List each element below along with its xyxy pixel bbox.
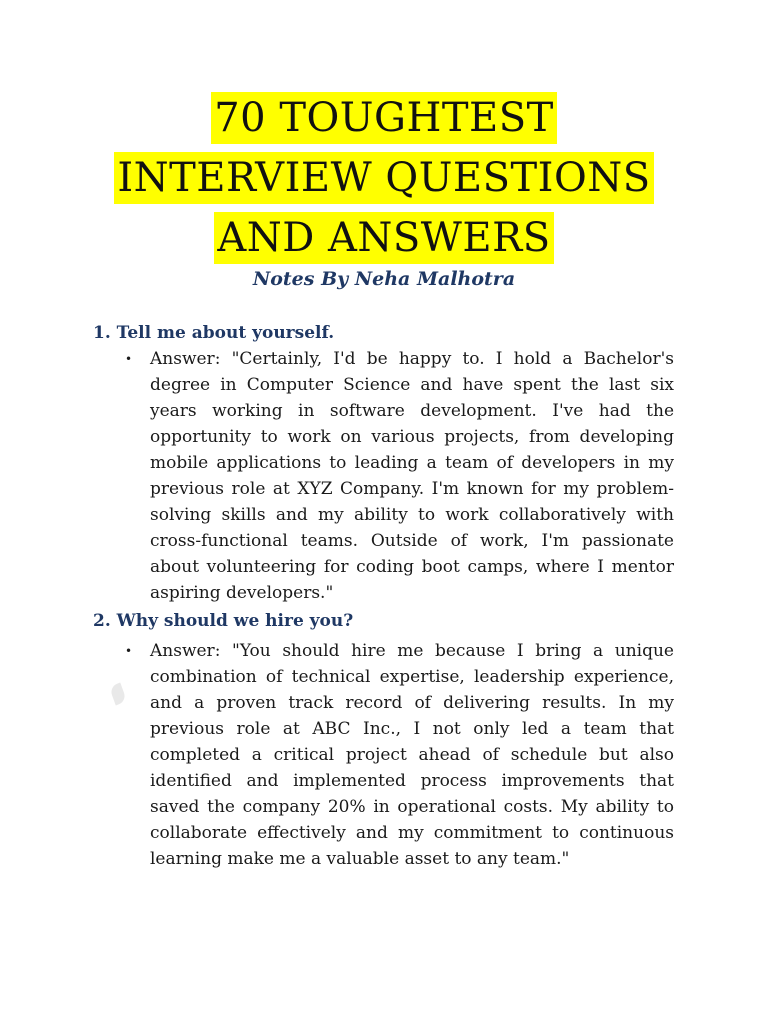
title-line-2 bbox=[0, 152, 768, 204]
title-text-1: 70 TOUGHTEST bbox=[211, 92, 557, 144]
author-subtitle: Notes By Neha Malhotra bbox=[252, 268, 516, 290]
faint-watermark-mark bbox=[109, 683, 127, 706]
question-1: 1. Tell me about yourself. bbox=[93, 323, 335, 343]
answer-1 bbox=[125, 346, 674, 606]
title-text-3: AND ANSWERS bbox=[214, 212, 553, 264]
question-2: 2. Why should we hire you? bbox=[93, 611, 354, 631]
answer-2 bbox=[125, 638, 674, 872]
bullet-icon: • bbox=[125, 352, 133, 366]
bullet-icon: • bbox=[125, 644, 133, 658]
title-text-2: INTERVIEW QUESTIONS bbox=[114, 152, 653, 204]
answer-2-text: Answer: "You should hire me because I bring a unique combination of technical expertise, leadership experience, and a proven track record of delivering results. In my previous role at ABC Inc., I not only led a team that completed a critical project ahead of schedule but also identified and implemented process improvements that saved the company 20% in operational costs. My ability to collaborate effectively and my commitment to continuous learning make me a valuable asset to any team." bbox=[150, 641, 674, 869]
answer-1-text: Answer: "Certainly, I'd be happy to. I hold a Bachelor's degree in Computer Science and have spent the last six years working in software development. I've had the opportunity to work on various projects, from developing mobile applications to leading a team of developers in my previous role at XYZ Company. I'm known for my problem-solving skills and my ability to work collaboratively with cross-functional teams. Outside of work, I'm passionate about volunteering for coding boot camps, where I mentor aspiring developers." bbox=[150, 349, 674, 603]
title-line-1 bbox=[0, 92, 768, 144]
title-line-3 bbox=[0, 212, 768, 264]
